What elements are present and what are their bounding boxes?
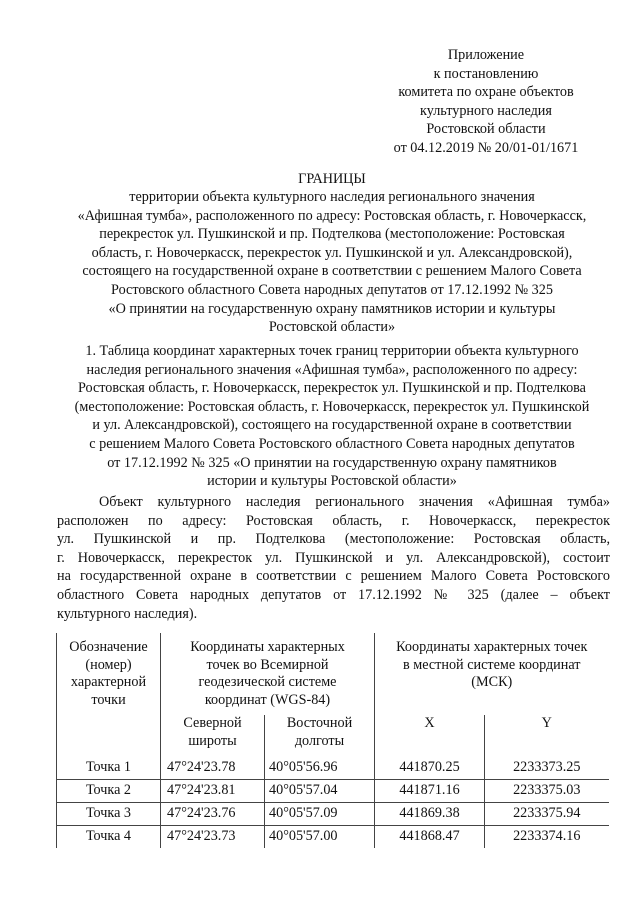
paragraph-line: на государственной охране в соответствии с решением Малого Совета Ростовского — [57, 568, 610, 585]
title-line: область, г. Новочеркасск, перекресток ул. Пушкинской и ул. Александровской), — [91, 244, 573, 261]
title-line: Ростовской области» — [268, 319, 396, 336]
point-longitude: 40°05'57.00 — [265, 825, 375, 848]
title-line: Ростовского областного Совета народных депутатов от 17.12.1992 № 325 — [111, 281, 553, 298]
point-longitude: 40°05'56.96 — [265, 757, 375, 780]
point-name: Точка 2 — [57, 779, 161, 802]
section-line: 1. Таблица координат характерных точек границ территории объекта культурного — [85, 343, 579, 359]
appendix-line: комитета по охране объектов — [398, 84, 574, 101]
point-y: 2233375.94 — [485, 802, 609, 825]
point-x: 441869.38 — [375, 802, 485, 825]
appendix-line: к постановлению — [433, 65, 539, 82]
appendix-line: от 04.12.2019 № 20/01-01/1671 — [393, 139, 579, 156]
table-row — [57, 779, 609, 802]
coordinates-table — [56, 633, 609, 848]
point-latitude: 47°24'23.81 — [161, 779, 265, 802]
paragraph-line: г. Новочеркасск, перекресток ул. Пушкинской и ул. Александровской), состоит — [57, 549, 610, 566]
subheader-east: Восточной долготы — [265, 715, 375, 756]
point-name: Точка 3 — [57, 802, 161, 825]
section-1-heading — [52, 342, 612, 491]
header-designation: Обозначение (номер) характерной точки — [57, 633, 161, 757]
title-line: «Афишная тумба», расположенного по адресу: Ростовская область, г. Новочеркасск, — [77, 207, 587, 224]
table-row — [57, 757, 609, 780]
title-heading: ГРАНИЦЫ — [298, 171, 366, 187]
title-line: состоящего на государственной охране в соответствии с решением Малого Совета — [82, 263, 582, 280]
point-y: 2233374.16 — [485, 825, 609, 848]
table-header-row — [57, 633, 609, 715]
point-longitude: 40°05'57.04 — [265, 779, 375, 802]
appendix-header — [370, 46, 602, 158]
point-latitude: 47°24'23.78 — [161, 757, 265, 780]
paragraph-line: расположен по адресу: Ростовская область, г. Новочеркасск, перекресток — [57, 512, 610, 529]
section-line: (местоположение: Ростовская область, г. Новочеркасск, перекресток ул. Пушкинской — [74, 398, 590, 415]
subheader-x: X — [375, 715, 485, 756]
paragraph-line: ул. Пушкинской и пр. Подтелкова (местоположение: Ростовская область, — [57, 531, 610, 548]
point-latitude: 47°24'23.76 — [161, 802, 265, 825]
appendix-line: культурного наследия — [420, 102, 552, 119]
paragraph-line: Объект культурного наследия регионального значения «Афишная тумба» — [99, 494, 610, 510]
point-x: 441871.16 — [375, 779, 485, 802]
point-y: 2233375.03 — [485, 779, 609, 802]
subheader-y: Y — [485, 715, 609, 756]
object-description-paragraph — [57, 493, 610, 623]
section-line: истории и культуры Ростовской области» — [207, 473, 457, 490]
title-line: «О принятии на государственную охрану памятников истории и культуры — [108, 300, 556, 317]
point-name: Точка 4 — [57, 825, 161, 848]
table-row — [57, 802, 609, 825]
header-wgs84: Координаты характерных точек во Всемирной геодезической системе координат (WGS-84) — [161, 633, 375, 715]
point-y: 2233373.25 — [485, 757, 609, 780]
title-line: территории объекта культурного наследия регионального значения — [129, 189, 535, 205]
point-x: 441870.25 — [375, 757, 485, 780]
title-line: перекресток ул. Пушкинской и пр. Подтелкова (местоположение: Ростовская — [99, 226, 565, 243]
header-msk: Координаты характерных точек в местной системе координат (МСК) — [375, 633, 609, 715]
table-row — [57, 825, 609, 848]
appendix-line: Приложение — [447, 47, 525, 63]
point-name: Точка 1 — [57, 757, 161, 780]
section-line: с решением Малого Совета Ростовского областного Совета народных депутатов — [89, 435, 575, 452]
paragraph-line: культурного наследия). — [57, 605, 198, 622]
section-line: от 17.12.1992 № 325 «О принятии на государственную охрану памятников — [107, 454, 557, 471]
appendix-line: Ростовской области — [426, 121, 546, 138]
paragraph-line: областного Совета народных депутатов от 17.12.1992 № 325 (далее – объект — [57, 586, 610, 603]
subheader-north: Северной широты — [161, 715, 265, 756]
section-line: и ул. Александровской), состоящего на государственной охране в соответствии — [92, 417, 572, 434]
document-title — [58, 170, 606, 337]
point-latitude: 47°24'23.73 — [161, 825, 265, 848]
point-x: 441868.47 — [375, 825, 485, 848]
point-longitude: 40°05'57.09 — [265, 802, 375, 825]
section-line: наследия регионального значения «Афишная тумба», расположенного по адресу: — [86, 361, 578, 378]
section-line: Ростовская область, г. Новочеркасск, перекресток ул. Пушкинской и пр. Подтелкова — [78, 380, 586, 397]
